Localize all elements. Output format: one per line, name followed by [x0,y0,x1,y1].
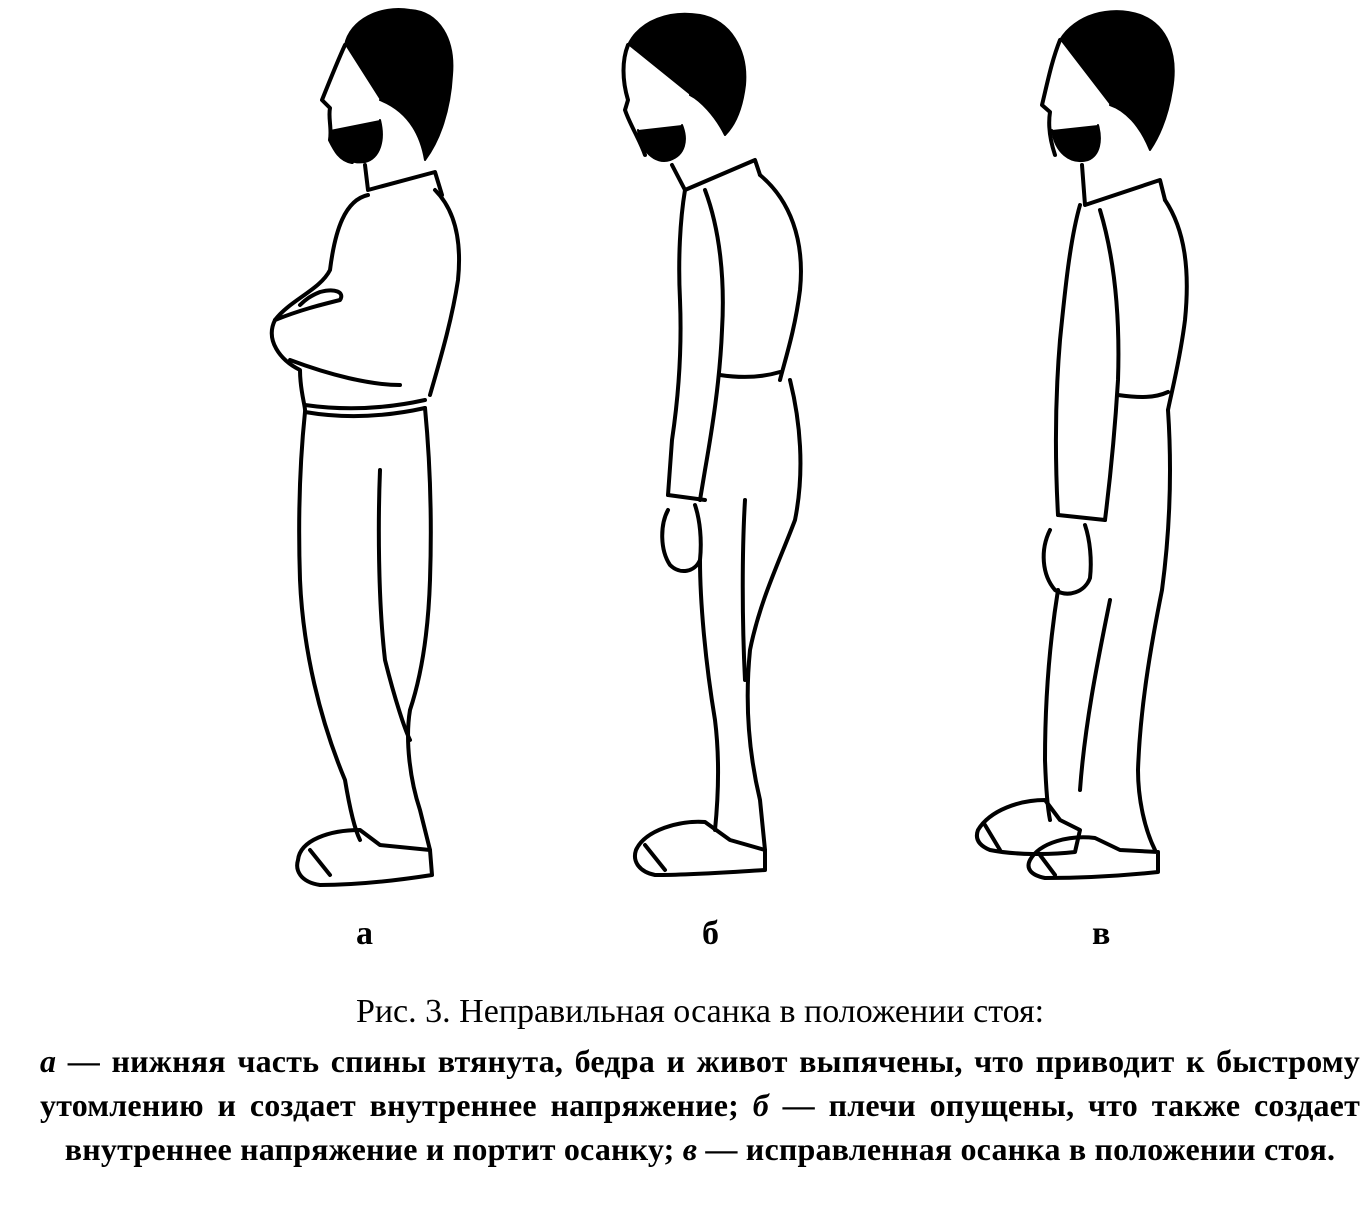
figure-a-arms-crossed [272,9,459,885]
caption-body [40,1039,1360,1171]
caption-marker-a: а [40,1043,57,1079]
caption-marker-v: в [682,1131,698,1167]
caption-marker-b: б [752,1087,769,1123]
figure-caption [40,985,1360,1171]
figure-label-b: б [702,915,719,952]
figure-label-v: в [1092,915,1111,952]
caption-text-b: — плечи опущены, что также создает внутреннее напряжение и портит осанку; [64,1087,1360,1167]
caption-text-a: — нижняя часть спины втянута, бедра и живот выпячены, что приводит к быстрому утомлению и создает внутреннее напряжение; [40,1043,1360,1123]
figure-v-corrected [977,11,1187,878]
caption-text-v: — исправленная осанка в положении стоя. [697,1131,1336,1167]
figure-b-slumped [624,14,801,875]
caption-title: Рис. 3. Неправильная осанка в положении стоя: [355,993,1045,1030]
figure-label-a: а [356,915,373,952]
